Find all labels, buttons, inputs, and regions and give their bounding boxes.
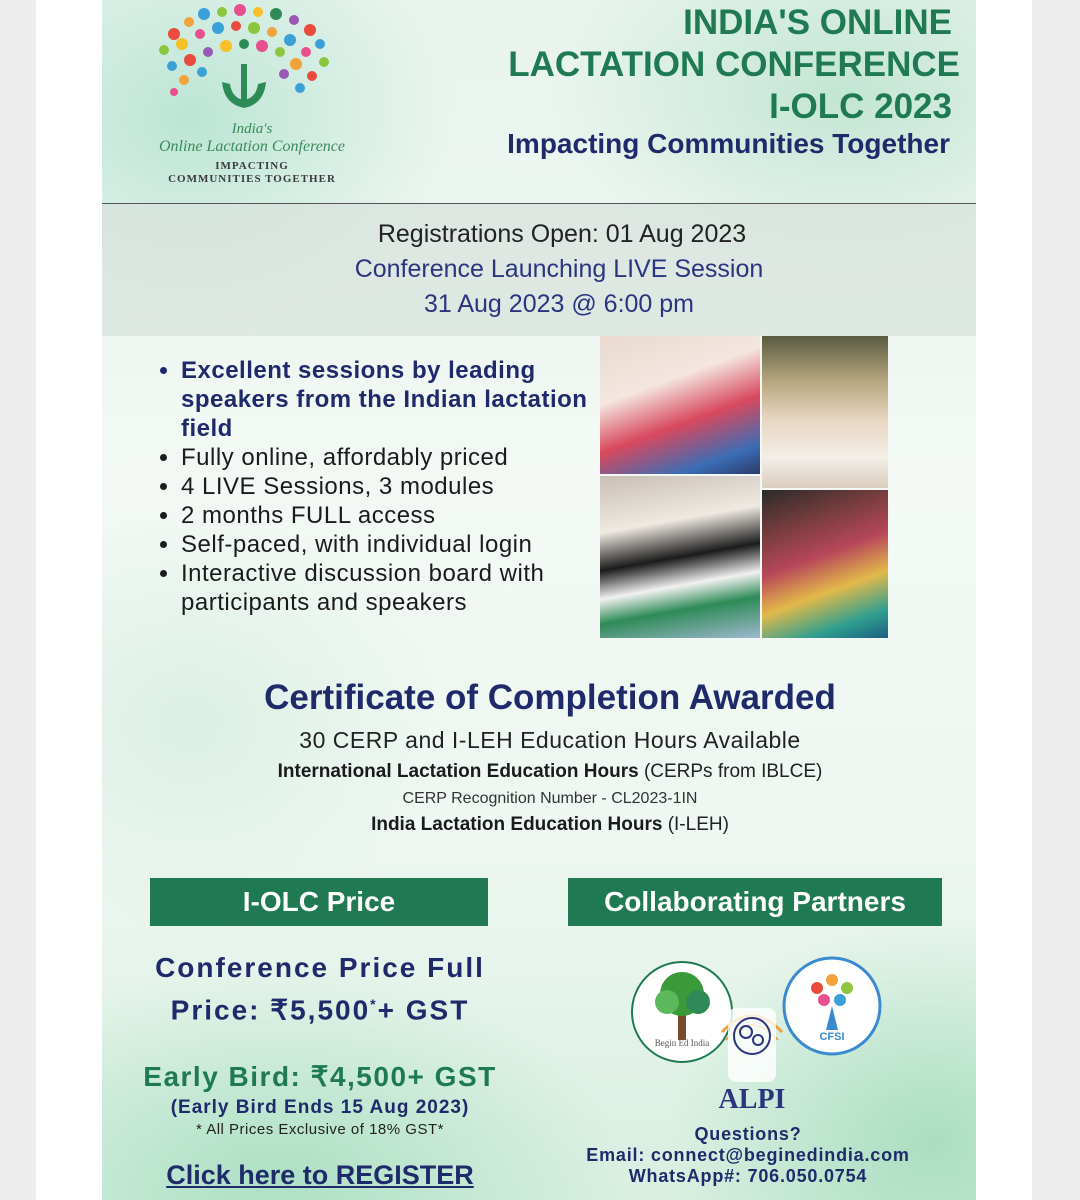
early-bird-price: Early Bird: ₹4,500+ GST — [143, 1061, 497, 1092]
launch-session-text: Conference Launching LIVE Session — [354, 255, 764, 283]
india-hours-label: India Lactation Education Hours — [371, 814, 663, 835]
questions-label: Questions? — [694, 1124, 802, 1144]
conference-title — [400, 2, 960, 128]
alpi-logo-text: ALPI — [718, 1084, 786, 1115]
cerp-number: CERP Recognition Number - CL2023-1IN — [402, 790, 698, 807]
gst-note: * All Prices Exclusive of 18% GST* — [196, 1121, 444, 1138]
full-price — [122, 950, 518, 1028]
india-hours — [102, 814, 976, 836]
photo-mother-with-baby-sofa — [600, 476, 760, 638]
full-price-amount: Price: ₹5,500 — [170, 994, 371, 1026]
logo-text-conference: Online Lactation Conference — [158, 138, 346, 155]
tree-of-hands-icon — [144, 4, 344, 114]
logo-text-impacting — [124, 160, 380, 186]
feature-item: • Fully online, affordably priced — [181, 443, 621, 472]
international-hours — [102, 761, 976, 783]
feature-item: • 4 LIVE Sessions, 3 modules — [181, 472, 621, 501]
photo-counselling-mother — [762, 490, 888, 638]
full-price-line2 — [122, 986, 518, 1028]
logo-text-impacting-line1: IMPACTING — [215, 160, 289, 172]
feature-item: • Self-paced, with individual login — [181, 530, 621, 559]
registration-open-text: Registrations Open: 01 Aug 2023 — [377, 220, 747, 248]
contact-info — [548, 1124, 948, 1187]
tagline: Impacting Communities Together — [507, 128, 950, 159]
international-hours-label: International Lactation Education Hours — [277, 761, 639, 782]
cfsi-logo-text: CFSI — [819, 1031, 845, 1043]
cfsi-logo — [784, 958, 880, 1054]
price-heading: I-OLC Price — [150, 878, 488, 926]
title-line-2: LACTATION CONFERENCE — [508, 45, 960, 84]
early-bird-deadline: (Early Bird Ends 15 Aug 2023) — [170, 1097, 470, 1118]
launch-date-text: 31 Aug 2023 @ 6:00 pm — [423, 290, 695, 318]
full-price-gst: + GST — [377, 994, 470, 1026]
feature-item: • Excellent sessions by leading speakers from the Indian lactation field — [181, 356, 621, 443]
beginedindia-logo-text: Begin Ed India — [654, 1038, 710, 1048]
partners-heading: Collaborating Partners — [568, 878, 942, 926]
logo-text-impacting-line2: COMMUNITIES TOGETHER — [168, 173, 336, 185]
certificate-title: Certificate of Completion Awarded — [264, 678, 836, 717]
photo-collage — [600, 336, 888, 638]
feature-item: • Interactive discussion board with participants and speakers — [181, 559, 621, 617]
beginedindia-logo — [632, 962, 732, 1062]
photo-clinic-consultation — [600, 336, 760, 474]
feature-list — [159, 356, 621, 617]
feature-item: • 2 months FULL access — [181, 501, 621, 530]
register-link[interactable]: Click here to REGISTER — [166, 1160, 474, 1190]
international-hours-note: (CERPs from IBLCE) — [643, 761, 823, 782]
certificate-subtitle: 30 CERP and I-LEH Education Hours Available — [299, 727, 801, 753]
full-price-line1: Conference Price Full — [155, 952, 485, 983]
conference-flyer — [102, 0, 976, 1200]
alpi-logo — [719, 1008, 786, 1115]
full-price-asterisk: * — [370, 996, 378, 1012]
title-line-3: I-OLC 2023 — [769, 87, 952, 126]
title-line-1: INDIA'S ONLINE — [683, 3, 952, 42]
partner-logos-graphic — [622, 950, 902, 1120]
photo-mother-breastfeeding — [762, 336, 888, 488]
contact-whatsapp[interactable]: WhatsApp#: 706.050.0754 — [628, 1166, 868, 1186]
partner-logos — [622, 950, 902, 1120]
india-hours-note: (I-LEH) — [667, 814, 729, 835]
contact-email[interactable]: Email: connect@beginedindia.com — [586, 1145, 910, 1165]
conference-logo — [124, 0, 364, 200]
logo-text-indias: India's — [231, 121, 273, 137]
